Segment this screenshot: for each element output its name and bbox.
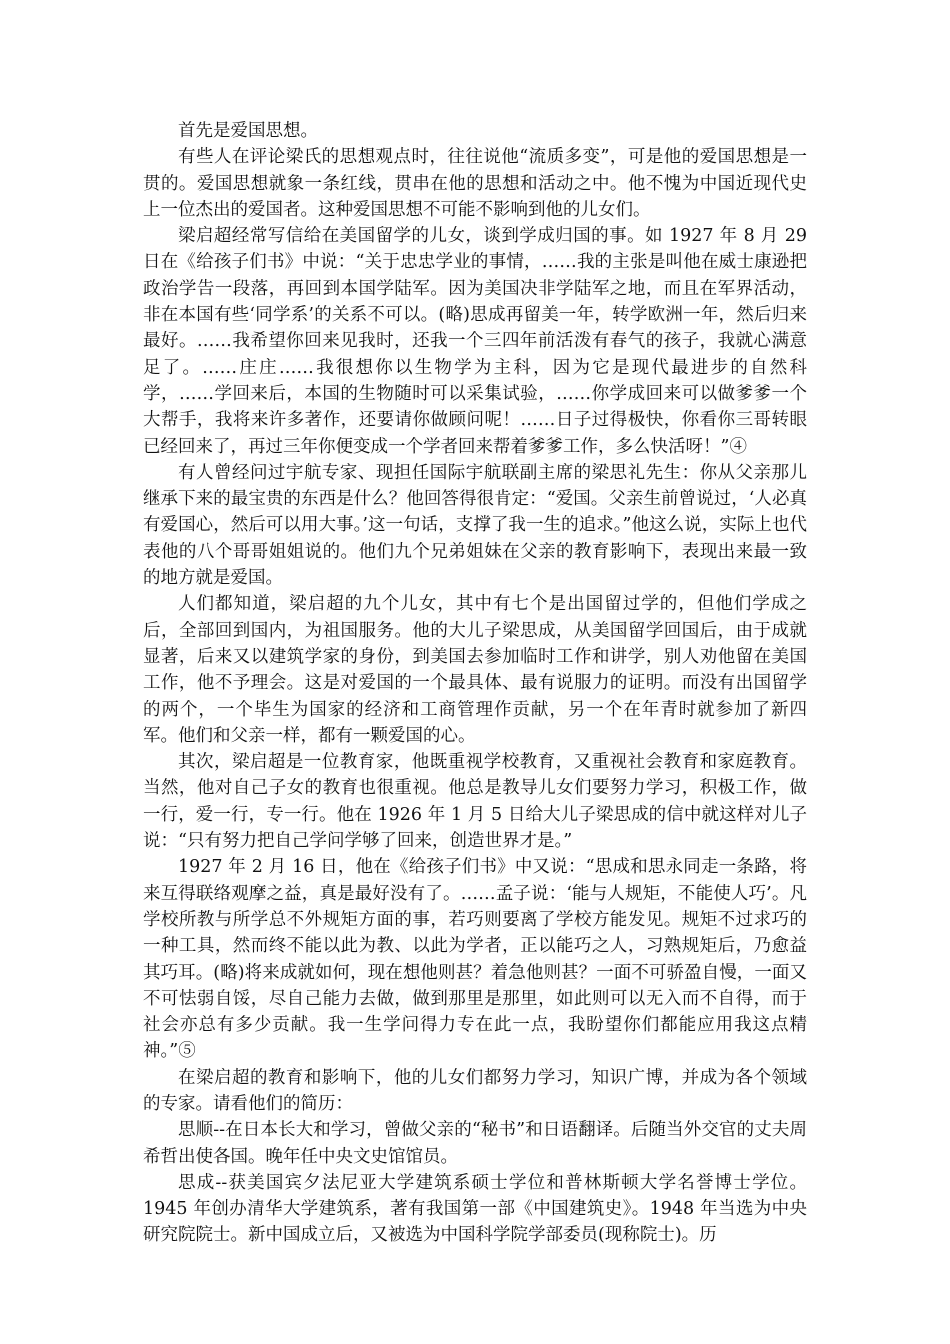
paragraph: 思顺--在日本长大和学习，曾做父亲的“秘书”和日语翻译。后随当外交官的丈夫周希哲出使各国。晚年任中央文史馆馆员。 <box>143 1120 807 1167</box>
paragraph: 有人曾经问过宇航专家、现担任国际宇航联副主席的梁思礼先生：你从父亲那儿继承下来的最宝贵的东西是什么？他回答得很肯定：“爱国。父亲生前曾说过，‘人必真有爱国心，然后可以用大事。’这一句话，支撑了我一生的追求。”他这么说，实际上也代表他的八个哥哥姐姐说的。他们九个兄弟姐妹在父亲的教育影响下，表现出来最一致的地方就是爱国。 <box>143 462 807 589</box>
paragraph: 思成--获美国宾夕法尼亚大学建筑系硕士学位和普林斯顿大学名誉博士学位。1945 年创办清华大学建筑系，著有我国第一部《中国建筑史》。1948 年当选为中央研究院院士。新中国成立后，又被选为中国科学院学部委员(现称院士)。历 <box>143 1172 807 1246</box>
paragraph: 首先是爱国思想。 <box>178 121 318 141</box>
paragraph: 1927 年 2 月 16 日，他在《给孩子们书》中又说：“思成和思永同走一条路，将来互得联络观摩之益，真是最好没有了。……孟子说：‘能与人规矩，不能使人巧’。凡学校所教与所学总不外规矩方面的事，若巧则要离了学校方能发见。规矩不过求巧的一种工具，然而终不能以此为教、以此为学者，正以能巧之人，习熟规矩后，乃愈益其巧耳。(略)将来成就如何，现在想他则甚？着急他则甚？一面不可骄盈自慢，一面又不可怯弱自馁，尽自己能力去做，做到那里是那里，如此则可以无入而不自得，而于社会亦总有多少贡献。我一生学问得力专在此一点，我盼望你们都能应用我这点精神。”⑤ <box>143 857 807 1062</box>
paragraph: 在梁启超的教育和影响下，他的儿女们都努力学习，知识广博，并成为各个领域的专家。请看他们的简历： <box>143 1067 807 1114</box>
paragraph: 人们都知道，梁启超的九个儿女，其中有七个是出国留过学的，但他们学成之后，全部回到国内，为祖国服务。他的大儿子梁思成，从美国留学回国后，由于成就显著，后来又以建筑学家的身份，到美国去参加临时工作和讲学，别人劝他留在美国工作，他不予理会。这是对爱国的一个最具体、最有说服力的证明。而没有出国留学的两个，一个毕生为国家的经济和工商管理作贡献，另一个在年青时就参加了新四军。他们和父亲一样，都有一颗爱国的心。 <box>143 594 807 746</box>
paragraph: 梁启超经常写信给在美国留学的儿女，谈到学成归国的事。如 1927 年 8 月 29 日在《给孩子们书》中说：“关于忠忠学业的事情，……我的主张是叫他在威士康逊把政治学告一段落，再回到本国学陆军。因为美国决非学陆军之地，而且在军界活动，非在本国有些‘同学系’的关系不可以。(略)思成再留美一年，转学欧洲一年，然后归来最好。……我希望你回来见我时，还我一个三四年前活泼有春气的孩子，我就心满意足了。……庄庄……我很想你以生物学为主科，因为它是现代最进步的自然科学，……学回来后，本国的生物随时可以采集试验，……你学成回来可以做爹爹一个大帮手，我将来许多著作，还要请你做顾问呢！……日子过得极快，你看你三哥转眼已经回来了，再过三年你便变成一个学者回来帮着爹爹工作，多么快活呀！”④ <box>143 226 807 457</box>
paragraph: 其次，梁启超是一位教育家，他既重视学校教育，又重视社会教育和家庭教育。当然，他对自己子女的教育也很重视。他总是教导儿女们要努力学习，积极工作，做一行，爱一行，专一行。他在 1926 年 1 月 5 日给大儿子梁思成的信中就这样对儿子说：“只有努力把自己学问学够了回来，创造世界才是。” <box>143 752 807 852</box>
document-body <box>143 118 807 1249</box>
paragraph: 有些人在评论梁氏的思想观点时，往往说他“流质多变”，可是他的爱国思想是一贯的。爱国思想就象一条红线，贯串在他的思想和活动之中。他不愧为中国近现代史上一位杰出的爱国者。这种爱国思想不可能不影响到他的儿女们。 <box>143 147 807 220</box>
